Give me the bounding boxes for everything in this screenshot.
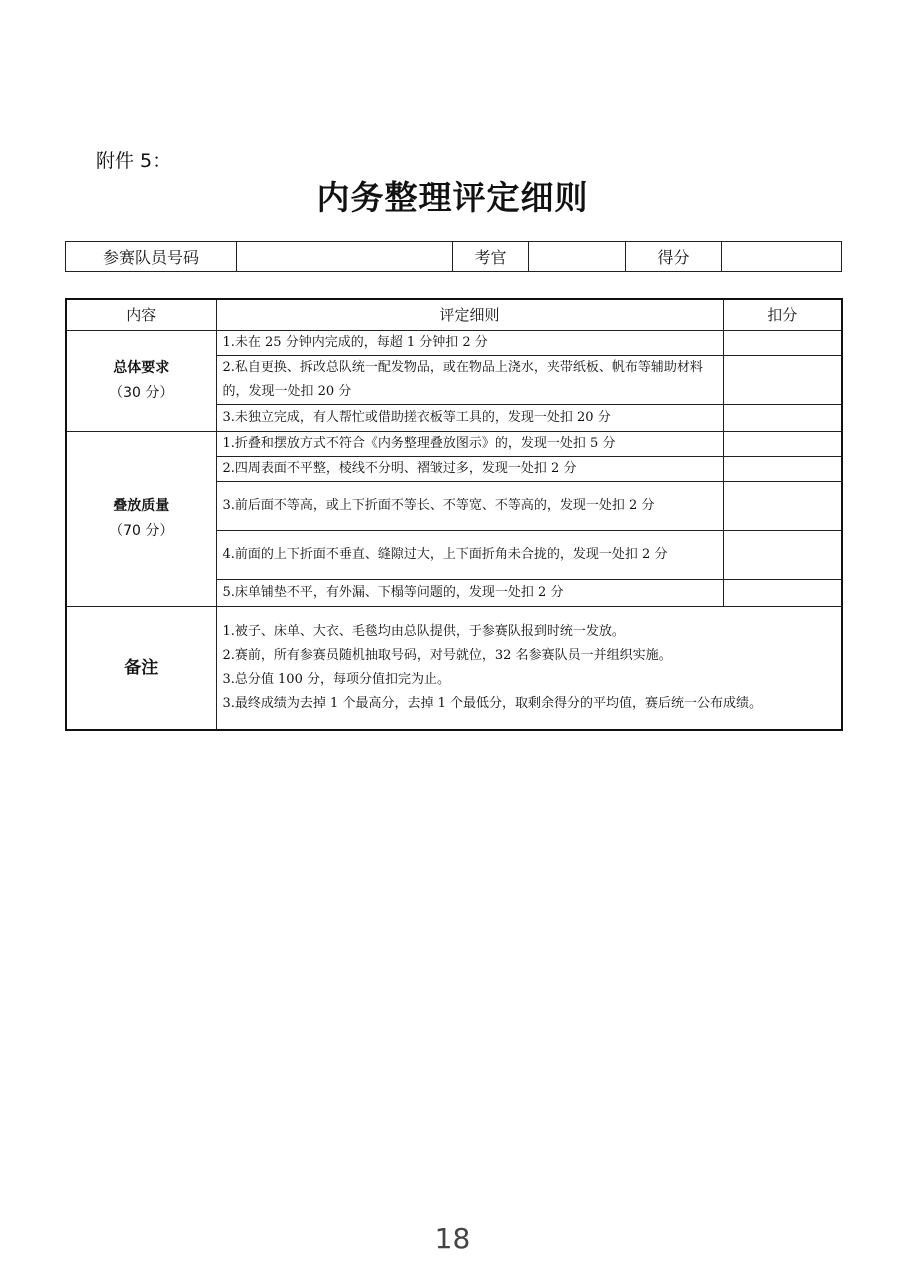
note-item: 1.被子、床单、大衣、毛毯均由总队提供，于参赛队报到时统一发放。: [222, 624, 625, 639]
deduction-cell[interactable]: [723, 457, 842, 482]
category-points: （30 分）: [109, 385, 174, 401]
deduction-cell[interactable]: [723, 531, 842, 580]
score-label: 得分: [626, 242, 722, 272]
evaluation-rules-table: [65, 298, 843, 731]
rule-text: 3.前后面不等高，或上下折面不等长、不等宽、不等高的，发现一处扣 2 分: [216, 482, 723, 531]
header-rules: 评定细则: [216, 299, 723, 331]
participant-number-field[interactable]: [237, 242, 453, 272]
table-row: [66, 432, 842, 457]
deduction-cell[interactable]: [723, 331, 842, 356]
examiner-field[interactable]: [529, 242, 626, 272]
rule-text: 1.折叠和摆放方式不符合《内务整理叠放图示》的，发现一处扣 5 分: [216, 432, 723, 457]
rule-text: 3.未独立完成，有人帮忙或借助搓衣板等工具的，发现一处扣 20 分: [216, 405, 723, 432]
deduction-cell[interactable]: [723, 405, 842, 432]
rule-text: 5.床单铺垫不平，有外漏、下榻等问题的，发现一处扣 2 分: [216, 580, 723, 607]
header-deduction: 扣分: [723, 299, 842, 331]
header-content: 内容: [66, 299, 216, 331]
score-field[interactable]: [722, 242, 842, 272]
category-name: 叠放质量: [113, 498, 170, 514]
deduction-cell[interactable]: [723, 432, 842, 457]
note-item: 3.最终成绩为去掉 1 个最高分，去掉 1 个最低分，取剩余得分的平均值，赛后统一公布成绩。: [222, 696, 762, 711]
table-header-row: [66, 299, 842, 331]
table-row: [66, 331, 842, 356]
deduction-cell[interactable]: [723, 580, 842, 607]
participant-info-table: [65, 241, 842, 272]
category-folding-quality: [66, 432, 216, 607]
attachment-label: 附件 5：: [96, 150, 172, 172]
category-general-requirements: [66, 331, 216, 432]
examiner-label: 考官: [453, 242, 529, 272]
note-item: 3.总分值 100 分，每项分值扣完为止。: [222, 672, 450, 687]
notes-label: 备注: [66, 607, 216, 731]
page-number: 18: [434, 1222, 471, 1255]
notes-row: [66, 607, 842, 731]
deduction-cell[interactable]: [723, 482, 842, 531]
rule-text: 2.四周表面不平整，棱线不分明、褶皱过多，发现一处扣 2 分: [216, 457, 723, 482]
note-item: 2.赛前，所有参赛员随机抽取号码，对号就位，32 名参赛队员一并组织实施。: [222, 648, 672, 663]
rule-text: 4.前面的上下折面不垂直、缝隙过大，上下面折角未合拢的，发现一处扣 2 分: [216, 531, 723, 580]
category-points: （70 分）: [109, 523, 174, 539]
document-title: 内务整理评定细则: [316, 178, 589, 217]
rule-text: 1.未在 25 分钟内完成的，每超 1 分钟扣 2 分: [216, 331, 723, 356]
category-name: 总体要求: [113, 360, 170, 376]
rule-text: 2.私自更换、拆改总队统一配发物品，或在物品上浇水，夹带纸板、帆布等辅助材料的，发现一处扣 20 分: [216, 356, 723, 405]
notes-content: [216, 607, 842, 731]
participant-number-label: 参赛队员号码: [66, 242, 237, 272]
deduction-cell[interactable]: [723, 356, 842, 405]
